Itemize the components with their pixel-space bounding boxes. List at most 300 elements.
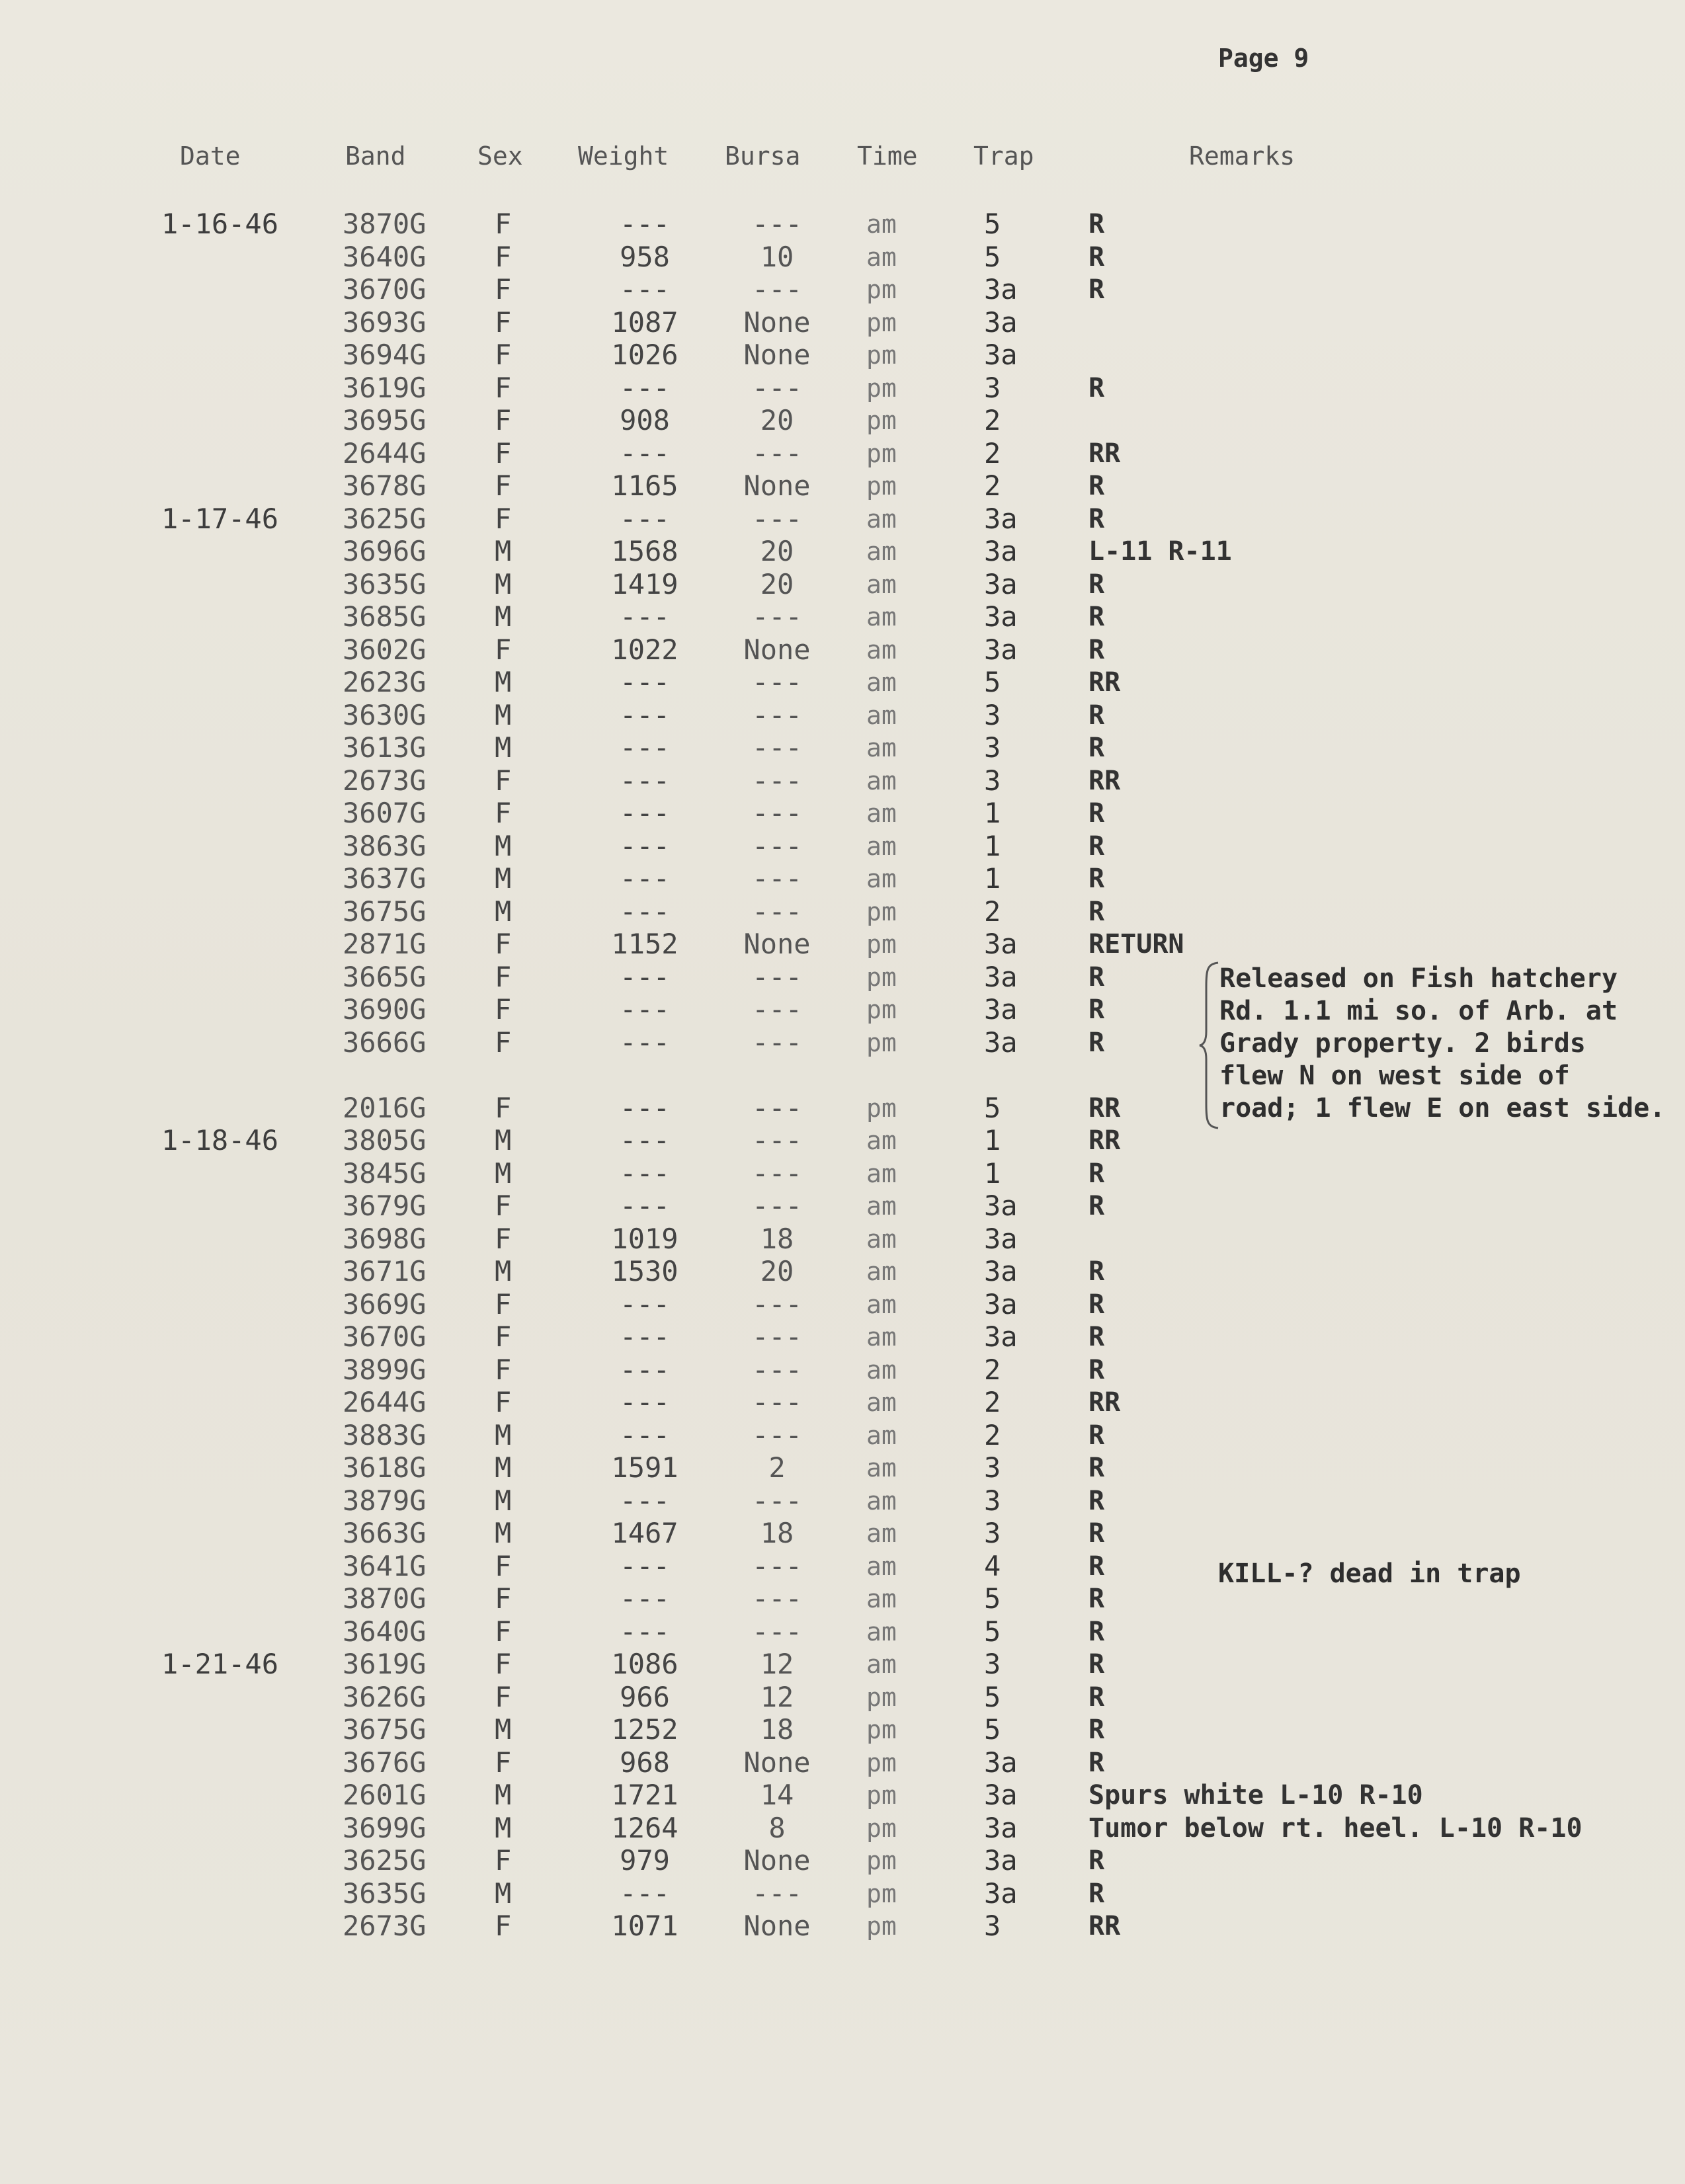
cell-weight: 1721 [611,1779,678,1811]
cell-band: 3696G [343,535,427,567]
cell-sex: M [495,1124,512,1156]
cell-sex: F [495,797,512,829]
release-note-line: Released on Fish hatchery [1219,963,1618,994]
cell-time: am [866,1159,897,1188]
release-note-line: Grady property. 2 birds [1219,1028,1586,1059]
cell-bursa: --- [752,862,802,895]
cell-time: am [866,1225,897,1254]
release-note-line: road; 1 flew E on east side. [1219,1093,1666,1123]
cell-bursa: 12 [760,1648,794,1680]
cell-remarks: R [1089,1355,1105,1385]
cell-weight: --- [620,1484,670,1517]
cell-time: am [866,1257,897,1286]
cell-trap: 2 [984,1354,1001,1386]
cell-weight: --- [620,273,670,305]
cell-weight: --- [620,862,670,895]
table-row [0,241,1685,274]
cell-trap: 3 [984,699,1001,731]
cell-remarks: R [1089,471,1105,501]
cell-band: 3870G [343,208,427,240]
cell-bursa: --- [752,273,802,305]
cell-bursa: --- [752,1354,802,1386]
cell-sex: M [495,1255,512,1287]
cell-weight: --- [620,993,670,1026]
cell-time: pm [866,1094,897,1123]
cell-trap: 3a [984,535,1018,567]
cell-sex: F [495,404,512,436]
cell-bursa: --- [752,731,802,764]
cell-bursa: None [743,1910,811,1942]
cell-bursa: --- [752,1320,802,1353]
cell-sex: F [495,1582,512,1615]
cell-sex: F [495,469,512,502]
cell-sex: F [495,1026,512,1059]
cell-date: 1-21-46 [161,1648,279,1680]
table-row [0,1223,1685,1256]
cell-remarks: R [1089,994,1105,1025]
cell-sex: F [495,633,512,666]
cell-time: am [866,799,897,828]
table-row [0,503,1685,536]
cell-weight: 1165 [611,469,678,502]
cell-trap: 5 [984,208,1001,240]
cell-band: 3625G [343,1844,427,1877]
cell-trap: 5 [984,1092,1001,1124]
cell-weight: --- [620,1877,670,1910]
release-note-line: Rd. 1.1 mi so. of Arb. at [1219,996,1618,1026]
cell-band: 3626G [343,1681,427,1713]
cell-weight: 1568 [611,535,678,567]
cell-weight: 1152 [611,928,678,960]
cell-time: pm [866,275,897,304]
table-row [0,1812,1685,1845]
cell-band: 3690G [343,993,427,1026]
cell-time: am [866,864,897,893]
cell-band: 3670G [343,273,427,305]
cell-remarks: R [1089,373,1105,403]
cell-bursa: None [743,633,811,666]
cell-trap: 5 [984,1681,1001,1713]
cell-remarks: R [1089,1715,1105,1745]
header-trap: Trap [973,142,1034,171]
table-row [0,1844,1685,1877]
table-row [0,1648,1685,1681]
cell-bursa: --- [752,503,802,535]
cell-time: am [866,1650,897,1679]
cell-sex: F [495,961,512,993]
cell-bursa: None [743,306,811,339]
cell-band: 3693G [343,306,427,339]
cell-time: am [866,668,897,697]
cell-band: 3635G [343,568,427,600]
cell-time: pm [866,341,897,370]
cell-sex: M [495,1484,512,1517]
cell-trap: 1 [984,1124,1001,1156]
table-row [0,1354,1685,1387]
cell-trap: 3 [984,731,1001,764]
cell-trap: 3a [984,1320,1018,1353]
cell-remarks: R [1089,1453,1105,1483]
cell-trap: 3 [984,1648,1001,1680]
cell-sex: F [495,928,512,960]
cell-sex: F [495,1910,512,1942]
cell-remarks: R [1089,1420,1105,1451]
table-row [0,862,1685,895]
cell-trap: 3a [984,1779,1018,1811]
cell-trap: 2 [984,895,1001,928]
cell-band: 2673G [343,764,427,797]
cell-time: pm [866,439,897,468]
cell-remarks: RETURN [1089,929,1184,959]
cell-sex: F [495,437,512,469]
cell-weight: --- [620,1386,670,1418]
cell-trap: 5 [984,241,1001,273]
cell-bursa: --- [752,1092,802,1124]
cell-time: pm [866,930,897,959]
cell-band: 3695G [343,404,427,436]
cell-remarks: R [1089,569,1105,600]
cell-sex: M [495,862,512,895]
cell-bursa: 10 [760,241,794,273]
cell-time: am [866,1486,897,1516]
cell-weight: --- [620,372,670,404]
cell-bursa: --- [752,1550,802,1582]
cell-time: pm [866,308,897,337]
header-band: Band [345,142,406,171]
cell-remarks: R [1089,1748,1105,1778]
table-row [0,633,1685,667]
cell-remarks: R [1089,700,1105,731]
header-weight: Weight [578,142,669,171]
cell-time: am [866,1192,897,1221]
cell-bursa: --- [752,208,802,240]
header-date: Date [180,142,241,171]
cell-trap: 5 [984,1713,1001,1746]
table-row [0,1910,1685,1943]
cell-trap: 3a [984,1746,1018,1779]
cell-sex: F [495,1550,512,1582]
cell-band: 3678G [343,469,427,502]
cell-weight: --- [620,208,670,240]
cell-remarks: R [1089,1682,1105,1713]
cell-bursa: 14 [760,1779,794,1811]
table-row [0,830,1685,863]
cell-weight: --- [620,1550,670,1582]
cell-time: pm [866,1028,897,1057]
cell-weight: --- [620,1354,670,1386]
cell-trap: 3 [984,1484,1001,1517]
cell-trap: 1 [984,797,1001,829]
table-row [0,895,1685,928]
cell-remarks: RR [1089,766,1121,796]
cell-band: 3676G [343,1746,427,1779]
cell-bursa: None [743,1844,811,1877]
cell-bursa: --- [752,1484,802,1517]
cell-trap: 3 [984,764,1001,797]
cell-remarks: L-11 R-11 [1089,536,1232,567]
cell-trap: 2 [984,1419,1001,1451]
cell-band: 2673G [343,1910,427,1942]
cell-weight: --- [620,1615,670,1648]
cell-band: 3665G [343,961,427,993]
cell-bursa: 18 [760,1713,794,1746]
cell-time: am [866,1552,897,1581]
cell-time: pm [866,1879,897,1908]
cell-weight: --- [620,1320,670,1353]
cell-trap: 2 [984,1386,1001,1418]
cell-trap: 3a [984,1026,1018,1059]
table-row [0,1124,1685,1157]
cell-bursa: --- [752,895,802,928]
cell-weight: 1087 [611,306,678,339]
cell-time: am [866,635,897,665]
cell-trap: 1 [984,830,1001,862]
cell-time: am [866,1322,897,1352]
cell-time: pm [866,1715,897,1744]
cell-remarks: R [1089,864,1105,894]
cell-bursa: 20 [760,1255,794,1287]
table-row [0,339,1685,372]
cell-trap: 2 [984,469,1001,502]
cell-trap: 3 [984,1910,1001,1942]
cell-remarks: R [1089,209,1105,239]
cell-remarks: R [1089,1289,1105,1320]
cell-time: am [866,1126,897,1155]
cell-time: pm [866,406,897,435]
cell-weight: --- [620,1157,670,1190]
cell-bursa: --- [752,666,802,698]
kill-note: KILL-? dead in trap [1218,1558,1521,1589]
cell-band: 3640G [343,241,427,273]
cell-trap: 5 [984,666,1001,698]
page-number: Page 9 [1218,44,1309,73]
cell-sex: M [495,1157,512,1190]
cell-time: pm [866,374,897,403]
cell-weight: --- [620,1092,670,1124]
cell-band: 3699G [343,1812,427,1844]
cell-weight: 1530 [611,1255,678,1287]
cell-time: pm [866,1781,897,1810]
cell-weight: 1071 [611,1910,678,1942]
cell-trap: 3a [984,1812,1018,1844]
cell-bursa: --- [752,600,802,633]
cell-remarks: R [1089,962,1105,992]
cell-bursa: --- [752,1877,802,1910]
cell-sex: F [495,1844,512,1877]
cell-band: 3694G [343,339,427,371]
cell-sex: F [495,1615,512,1648]
cell-remarks: R [1089,1845,1105,1876]
cell-time: am [866,1519,897,1548]
cell-band: 2016G [343,1092,427,1124]
cell-time: am [866,1421,897,1450]
cell-trap: 3a [984,1190,1018,1222]
release-note-line: flew N on west side of [1219,1061,1570,1091]
cell-time: pm [866,471,897,501]
cell-remarks: R [1089,1518,1105,1549]
cell-trap: 2 [984,437,1001,469]
cell-weight: --- [620,600,670,633]
cell-trap: 5 [984,1615,1001,1648]
cell-sex: M [495,568,512,600]
table-row [0,1451,1685,1484]
cell-remarks: R [1089,504,1105,534]
table-row [0,797,1685,830]
cell-weight: 979 [620,1844,670,1877]
cell-weight: 1591 [611,1451,678,1484]
cell-band: 3670G [343,1320,427,1353]
cell-time: am [866,1388,897,1417]
cell-time: am [866,1617,897,1646]
cell-sex: M [495,895,512,928]
cell-sex: F [495,1092,512,1124]
cell-bursa: --- [752,1288,802,1320]
cell-weight: --- [620,895,670,928]
cell-bursa: --- [752,993,802,1026]
cell-trap: 1 [984,862,1001,895]
cell-band: 3863G [343,830,427,862]
cell-sex: F [495,1288,512,1320]
cell-bursa: --- [752,1615,802,1648]
cell-remarks: R [1089,1551,1105,1582]
cell-trap: 3a [984,1288,1018,1320]
cell-sex: M [495,600,512,633]
cell-weight: --- [620,830,670,862]
cell-weight: 1019 [611,1223,678,1255]
cell-weight: 1022 [611,633,678,666]
cell-weight: --- [620,764,670,797]
cell-weight: --- [620,731,670,764]
cell-weight: 1264 [611,1812,678,1844]
cell-band: 2644G [343,437,427,469]
table-row [0,1157,1685,1190]
table-row [0,568,1685,601]
cell-trap: 3a [984,1877,1018,1910]
cell-band: 3630G [343,699,427,731]
cell-weight: --- [620,503,670,535]
table-row [0,469,1685,503]
cell-band: 2601G [343,1779,427,1811]
cell-sex: F [495,764,512,797]
cell-band: 3613G [343,731,427,764]
table-row [0,1255,1685,1288]
cell-bursa: None [743,469,811,502]
cell-bursa: 2 [768,1451,786,1484]
cell-bursa: 12 [760,1681,794,1713]
table-row [0,404,1685,437]
cell-weight: --- [620,666,670,698]
cell-band: 3685G [343,600,427,633]
cell-bursa: 8 [768,1812,786,1844]
cell-date: 1-18-46 [161,1124,279,1156]
cell-sex: F [495,1386,512,1418]
cell-trap: 3a [984,600,1018,633]
table-row [0,535,1685,568]
cell-bursa: --- [752,437,802,469]
cell-remarks: R [1089,1617,1105,1647]
header-time: Time [857,142,918,171]
cell-weight: 958 [620,241,670,273]
cell-bursa: --- [752,1190,802,1222]
cell-band: 2644G [343,1386,427,1418]
cell-sex: F [495,1354,512,1386]
cell-remarks: RR [1089,438,1121,469]
cell-time: am [866,570,897,599]
cell-bursa: None [743,1746,811,1779]
cell-time: am [866,1290,897,1319]
cell-sex: F [495,208,512,240]
cell-band: 3625G [343,503,427,535]
cell-weight: 1467 [611,1517,678,1549]
header-bursa: Bursa [725,142,801,171]
cell-bursa: --- [752,1419,802,1451]
cell-remarks: RR [1089,1387,1121,1418]
cell-weight: 1026 [611,339,678,371]
cell-weight: --- [620,1124,670,1156]
table-row [0,764,1685,797]
cell-sex: M [495,1713,512,1746]
cell-time: pm [866,1846,897,1875]
cell-band: 3663G [343,1517,427,1549]
table-row [0,372,1685,405]
cell-band: 3870G [343,1582,427,1615]
cell-time: am [866,1355,897,1385]
cell-sex: F [495,306,512,339]
cell-bursa: 18 [760,1223,794,1255]
cell-sex: F [495,1746,512,1779]
cell-sex: F [495,503,512,535]
table-row [0,1681,1685,1714]
cell-time: am [866,210,897,239]
cell-band: 2871G [343,928,427,960]
cell-band: 3899G [343,1354,427,1386]
table-row [0,600,1685,633]
table-row [0,928,1685,961]
cell-sex: F [495,1223,512,1255]
cell-weight: --- [620,1190,670,1222]
table-row [0,666,1685,699]
cell-time: pm [866,897,897,926]
cell-bursa: 20 [760,568,794,600]
cell-band: 3666G [343,1026,427,1059]
cell-band: 3619G [343,372,427,404]
cell-time: am [866,766,897,795]
cell-time: am [866,832,897,861]
cell-trap: 3 [984,1517,1001,1549]
cell-band: 3805G [343,1124,427,1156]
cell-band: 3883G [343,1419,427,1451]
cell-trap: 3a [984,1844,1018,1877]
cell-date: 1-17-46 [161,503,279,535]
cell-remarks: R [1089,1028,1105,1058]
cell-band: 3641G [343,1550,427,1582]
cell-trap: 3a [984,1255,1018,1287]
cell-bursa: --- [752,961,802,993]
cell-bursa: 18 [760,1517,794,1549]
table-row [0,731,1685,764]
cell-bursa: 20 [760,535,794,567]
cell-remarks: R [1089,602,1105,632]
cell-trap: 3 [984,372,1001,404]
cell-sex: M [495,1779,512,1811]
cell-bursa: --- [752,699,802,731]
cell-sex: M [495,1812,512,1844]
cell-trap: 3a [984,568,1018,600]
cell-time: am [866,733,897,762]
cell-time: pm [866,1814,897,1843]
cell-remarks: R [1089,798,1105,829]
cell-band: 3619G [343,1648,427,1680]
